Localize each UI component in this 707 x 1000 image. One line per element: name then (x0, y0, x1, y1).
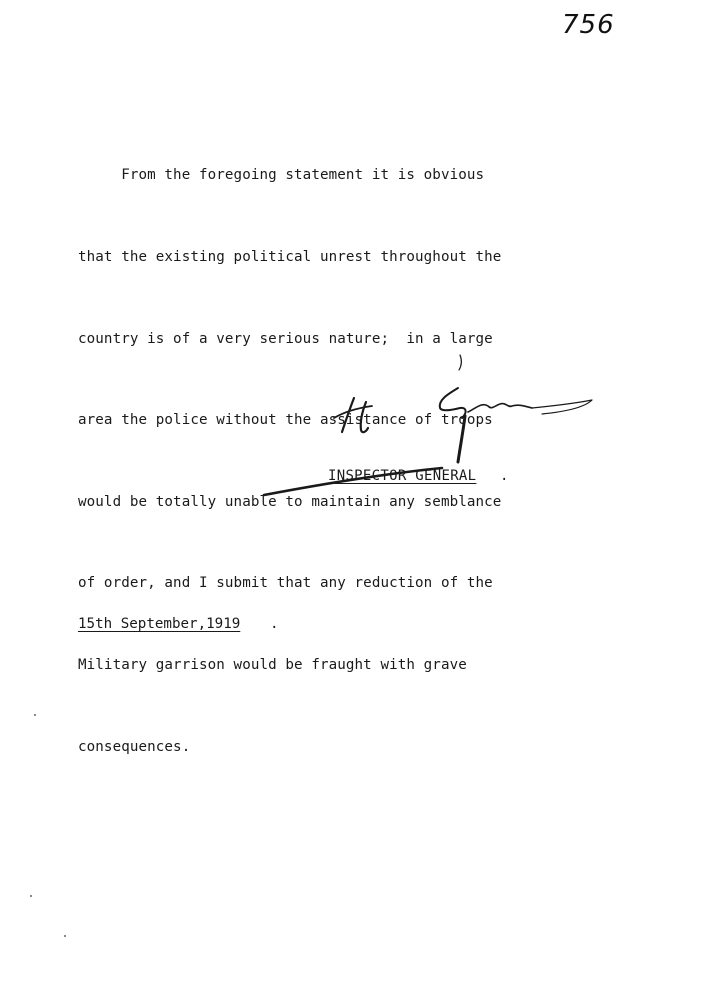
document-date-period: . (270, 616, 279, 632)
body-line: Military garrison would be fraught with grave (78, 656, 467, 673)
body-line: consequences. (78, 738, 191, 755)
body-line: would be totally unable to maintain any semblance (78, 493, 502, 510)
body-line: country is of a very serious nature; in a large (78, 330, 493, 347)
scan-speck (34, 714, 36, 716)
scan-speck (64, 935, 66, 937)
page-number: 756 (562, 10, 615, 40)
scan-speck (30, 895, 32, 897)
document-date: 15th September,1919 (78, 616, 241, 632)
body-line: area the police without the assistance of troops (78, 412, 493, 429)
body-line: that the existing political unrest throughout the (78, 249, 502, 265)
signatory-title-period: . (500, 468, 509, 484)
body-line: From the foregoing statement it is obvious (78, 167, 485, 184)
signatory-title: INSPECTOR GENERAL (328, 468, 477, 484)
body-line: of order, and I submit that any reduction of the (78, 575, 493, 592)
